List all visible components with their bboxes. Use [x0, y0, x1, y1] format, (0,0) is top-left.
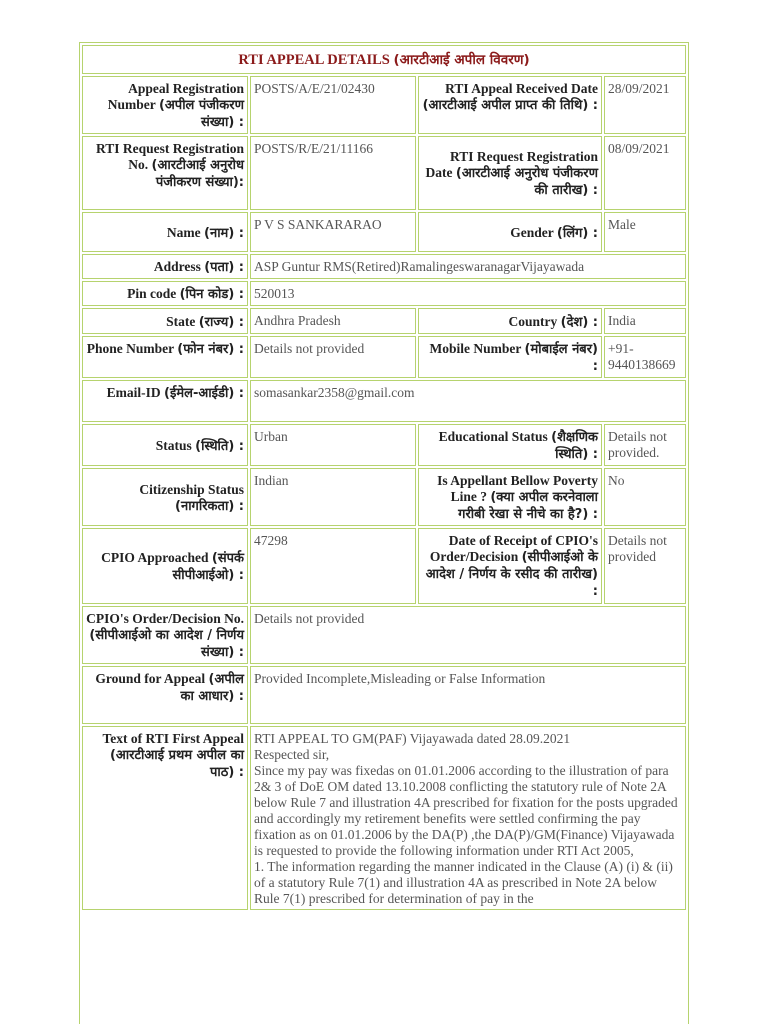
cpio-receipt-value: Details not provided: [604, 528, 686, 604]
country-label: Country (देश) :: [418, 308, 602, 334]
appeal-text-value: [250, 726, 686, 910]
table-row: [82, 726, 686, 910]
phone-label: Phone Number (फोन नंबर) :: [82, 336, 248, 378]
request-date-value: 08/09/2021: [604, 136, 686, 210]
cpio-label: CPIO Approached (संपर्क सीपीआईओ) :: [82, 528, 248, 604]
received-date-value: 28/09/2021: [604, 76, 686, 134]
table-row: [82, 666, 686, 724]
table-row: [82, 212, 686, 252]
phone-value: Details not provided: [250, 336, 416, 378]
ground-label: Ground for Appeal (अपील का आधार) :: [82, 666, 248, 724]
appeal-text-line: RTI APPEAL TO GM(PAF) Vijayawada dated 28.09.2021: [254, 731, 571, 746]
gender-value: Male: [604, 212, 686, 252]
table-row: [82, 76, 686, 134]
education-label: Educational Status (शैक्षणिक स्थिति) :: [418, 424, 602, 466]
address-label: Address (पता) :: [82, 254, 248, 279]
status-label: Status (स्थिति) :: [82, 424, 248, 466]
cpio-order-value: Details not provided: [250, 606, 686, 664]
pincode-value: 520013: [250, 281, 686, 306]
table-row: [82, 380, 686, 422]
appeal-text-line: Since my pay was fixedas on 01.01.2006 according to the illustration of para 2& 3 of DoE OM dated 13.10.2008 conflicting the statutory rule of Note 2A below Rule 7 and illustration 4A prescribed for fixation for the posts upgraded and accordingly my retirement benefits were settled confirming the pay fixation as on 01.01.2006 by the DA(P) ,the DA(P)/GM(Finance) Vijayawada is requested to provide the following information under RTI Act 2005,: [254, 763, 678, 858]
table-row: [82, 254, 686, 279]
table-row: [82, 281, 686, 306]
cpio-order-label: CPIO's Order/Decision No. (सीपीआईओ का आदेश / निर्णय संख्या) :: [82, 606, 248, 664]
cpio-value: 47298: [250, 528, 416, 604]
name-label: Name (नाम) :: [82, 212, 248, 252]
table-row: [82, 606, 686, 664]
appeal-details-panel: [79, 42, 689, 1024]
bpl-label: Is Appellant Bellow Poverty Line ? (क्या अपील करनेवाला गरीबी रेखा से नीचे का है?) :: [418, 468, 602, 526]
received-date-label: RTI Appeal Received Date (आरटीआई अपील प्राप्त की तिथि) :: [418, 76, 602, 134]
table-row: [82, 336, 686, 378]
status-value: Urban: [250, 424, 416, 466]
email-label: Email-ID (ईमेल-आईडी) :: [82, 380, 248, 422]
appeal-registration-label: Appeal Registration Number (अपील पंजीकरण संख्या) :: [82, 76, 248, 134]
ground-value: Provided Incomplete,Misleading or False Information: [250, 666, 686, 724]
appeal-text-label: Text of RTI First Appeal (आरटीआई प्रथम अपील का पाठ) :: [82, 726, 248, 910]
gender-label: Gender (लिंग) :: [418, 212, 602, 252]
citizenship-value: Indian: [250, 468, 416, 526]
request-registration-label: RTI Request Registration No. (आरटीआई अनुरोध पंजीकरण संख्या):: [82, 136, 248, 210]
mobile-value: +91-9440138669: [604, 336, 686, 378]
appeal-text-line: Respected sir,: [254, 747, 330, 762]
cpio-receipt-label: Date of Receipt of CPIO's Order/Decision (सीपीआईओ के आदेश / निर्णय के रसीद की तारीख) :: [418, 528, 602, 604]
pincode-label: Pin code (पिन कोड) :: [82, 281, 248, 306]
request-registration-value: POSTS/R/E/21/11166: [250, 136, 416, 210]
address-value: ASP Guntur RMS(Retired)RamalingeswaranagarVijayawada: [250, 254, 686, 279]
details-table: [80, 74, 688, 912]
education-value: Details not provided.: [604, 424, 686, 466]
appeal-registration-value: POSTS/A/E/21/02430: [250, 76, 416, 134]
state-label: State (राज्य) :: [82, 308, 248, 334]
mobile-label: Mobile Number (मोबाईल नंबर) :: [418, 336, 602, 378]
email-value: somasankar2358@gmail.com: [250, 380, 686, 422]
state-value: Andhra Pradesh: [250, 308, 416, 334]
table-row: [82, 468, 686, 526]
appeal-text-line: 1. The information regarding the manner indicated in the Clause (A) (i) & (ii) of a statutory Rule 7(1) and illustration 4A as prescribed in Note 2A below Rule 7(1) prescribed for determination of pay in the: [254, 859, 673, 906]
table-row: [82, 528, 686, 604]
citizenship-label: Citizenship Status (नागरिकता) :: [82, 468, 248, 526]
table-row: [82, 424, 686, 466]
bpl-value: No: [604, 468, 686, 526]
name-value: P V S SANKARARAO: [250, 212, 416, 252]
country-value: India: [604, 308, 686, 334]
page-title: RTI APPEAL DETAILS (आरटीआई अपील विवरण): [82, 45, 686, 74]
request-date-label: RTI Request Registration Date (आरटीआई अनुरोध पंजीकरण की तारीख) :: [418, 136, 602, 210]
table-row: [82, 308, 686, 334]
table-row: [82, 136, 686, 210]
